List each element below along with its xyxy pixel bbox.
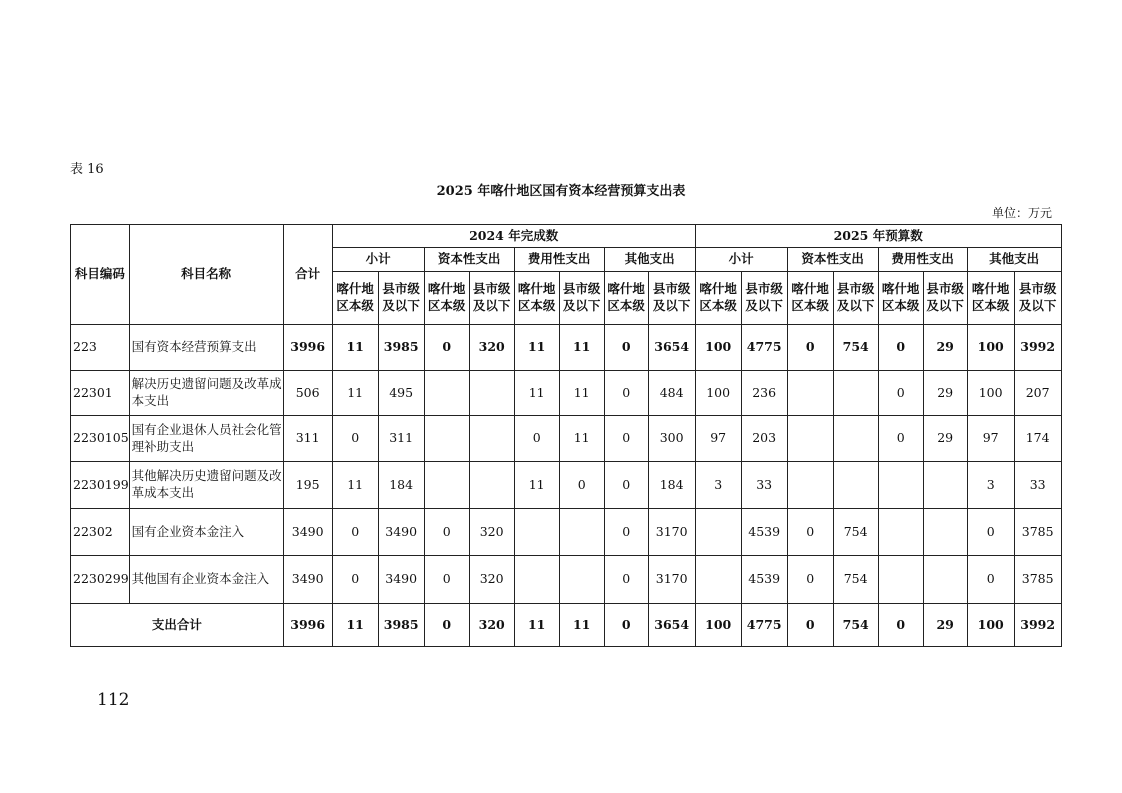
row-value [878,556,923,604]
row-value: 0 [514,416,559,462]
row-value: 0 [878,325,923,371]
header-sub-local: 喀什地区本级 [332,272,378,325]
row-value: 754 [833,556,878,604]
row-value: 3170 [648,556,695,604]
row-value: 11 [332,325,378,371]
header-sub-local: 喀什地区本级 [604,272,648,325]
row-value: 3 [967,462,1014,509]
row-value: 3490 [378,556,424,604]
row-value [923,556,967,604]
row-value [833,416,878,462]
row-value: 97 [967,416,1014,462]
row-value: 0 [787,325,833,371]
row-code: 22301 [71,371,130,416]
header-group: 资本性支出 [424,248,514,272]
row-value: 11 [332,462,378,509]
row-value: 506 [283,371,332,416]
total-value: 100 [967,604,1014,647]
row-value: 3992 [1014,325,1061,371]
total-value: 3985 [378,604,424,647]
row-value: 0 [787,509,833,556]
table-row [71,325,1062,371]
row-value: 174 [1014,416,1061,462]
row-value: 3490 [378,509,424,556]
row-value [424,462,469,509]
row-value: 11 [332,371,378,416]
total-value: 320 [469,604,514,647]
row-value: 0 [604,371,648,416]
row-value: 311 [378,416,424,462]
row-value: 3985 [378,325,424,371]
row-value: 300 [648,416,695,462]
row-code: 223 [71,325,130,371]
table-row [71,556,1062,604]
total-value: 0 [604,604,648,647]
header-group: 小计 [332,248,424,272]
total-value: 754 [833,604,878,647]
row-value: 11 [559,416,604,462]
row-value: 0 [967,509,1014,556]
total-value: 11 [559,604,604,647]
row-code: 22302 [71,509,130,556]
row-value: 754 [833,325,878,371]
row-value [559,509,604,556]
row-value: 195 [283,462,332,509]
total-value: 4775 [741,604,787,647]
row-value: 0 [604,416,648,462]
row-value: 0 [604,556,648,604]
row-value [923,462,967,509]
row-value: 484 [648,371,695,416]
total-value: 29 [923,604,967,647]
unit-label: 单位：万元 [991,206,1052,220]
row-name: 国有资本经营预算支出 [129,325,283,371]
row-value: 320 [469,325,514,371]
row-value [424,416,469,462]
row-value: 184 [378,462,424,509]
row-value: 0 [604,509,648,556]
table-row [71,462,1062,509]
header-total: 合计 [283,225,332,325]
header-group: 其他支出 [604,248,695,272]
row-value: 11 [559,325,604,371]
header-group: 其他支出 [967,248,1061,272]
header-sub-county: 县市级及以下 [741,272,787,325]
header-2025: 2025 年预算数 [695,225,1061,248]
total-value: 0 [787,604,833,647]
row-value: 33 [741,462,787,509]
header-sub-county: 县市级及以下 [559,272,604,325]
row-value: 3490 [283,509,332,556]
row-value: 3490 [283,556,332,604]
row-value: 100 [967,325,1014,371]
row-name: 国有企业退休人员社会化管理补助支出 [129,416,283,462]
row-value: 33 [1014,462,1061,509]
row-value: 0 [424,556,469,604]
row-value: 3996 [283,325,332,371]
row-value: 0 [332,509,378,556]
row-value: 4539 [741,556,787,604]
header-2024: 2024 年完成数 [332,225,695,248]
row-value [469,416,514,462]
row-value: 11 [559,371,604,416]
row-value: 320 [469,556,514,604]
row-value [469,371,514,416]
row-value [514,509,559,556]
row-value: 97 [695,416,741,462]
row-value: 0 [332,556,378,604]
row-value: 4775 [741,325,787,371]
header-sub-local: 喀什地区本级 [967,272,1014,325]
total-value: 3996 [283,604,332,647]
row-value: 29 [923,371,967,416]
row-value: 100 [695,371,741,416]
row-value: 3170 [648,509,695,556]
row-name: 其他解决历史遗留问题及改革成本支出 [129,462,283,509]
row-value: 0 [967,556,1014,604]
header-sub-county: 县市级及以下 [923,272,967,325]
row-value [878,509,923,556]
row-code: 2230199 [71,462,130,509]
row-value: 0 [878,416,923,462]
row-value: 0 [332,416,378,462]
row-value: 320 [469,509,514,556]
row-value: 11 [514,325,559,371]
total-value: 3992 [1014,604,1061,647]
row-value [878,462,923,509]
row-value [833,371,878,416]
header-sub-local: 喀什地区本级 [787,272,833,325]
row-value: 3654 [648,325,695,371]
row-name: 国有企业资本金注入 [129,509,283,556]
row-value: 11 [514,462,559,509]
row-value: 0 [878,371,923,416]
total-value: 11 [514,604,559,647]
row-value: 29 [923,416,967,462]
header-sub-county: 县市级及以下 [648,272,695,325]
row-value [695,509,741,556]
row-code: 2230299 [71,556,130,604]
row-value: 100 [695,325,741,371]
row-value [923,509,967,556]
row-value: 0 [559,462,604,509]
row-value: 203 [741,416,787,462]
total-value: 3654 [648,604,695,647]
row-value: 0 [787,556,833,604]
header-code: 科目编码 [71,225,130,325]
header-sub-local: 喀什地区本级 [514,272,559,325]
total-value: 100 [695,604,741,647]
header-sub-county: 县市级及以下 [1014,272,1061,325]
row-value: 495 [378,371,424,416]
row-value: 3785 [1014,509,1061,556]
row-value [469,462,514,509]
row-value [833,462,878,509]
total-value: 11 [332,604,378,647]
row-value: 11 [514,371,559,416]
table-row [71,509,1062,556]
header-sub-local: 喀什地区本级 [695,272,741,325]
row-value [514,556,559,604]
table-label: 表 16 [70,162,104,177]
row-value [695,556,741,604]
row-value: 0 [424,325,469,371]
row-value: 754 [833,509,878,556]
total-label: 支出合计 [71,604,284,647]
row-value: 207 [1014,371,1061,416]
row-value [424,371,469,416]
row-value: 3785 [1014,556,1061,604]
total-value: 0 [878,604,923,647]
row-name: 解决历史遗留问题及改革成本支出 [129,371,283,416]
total-row [71,604,1062,647]
row-value: 4539 [741,509,787,556]
row-code: 2230105 [71,416,130,462]
header-group: 费用性支出 [514,248,604,272]
row-value: 184 [648,462,695,509]
row-value: 311 [283,416,332,462]
header-sub-local: 喀什地区本级 [424,272,469,325]
total-value: 0 [424,604,469,647]
row-value: 100 [967,371,1014,416]
table-row [71,416,1062,462]
row-value [787,462,833,509]
row-value: 0 [424,509,469,556]
row-value [787,371,833,416]
header-group: 资本性支出 [787,248,878,272]
header-name: 科目名称 [129,225,283,325]
header-sub-county: 县市级及以下 [469,272,514,325]
row-value: 0 [604,462,648,509]
document-title: 2025 年喀什地区国有资本经营预算支出表 [436,184,686,199]
row-value [559,556,604,604]
row-value: 0 [604,325,648,371]
budget-table [70,224,1062,647]
row-value: 236 [741,371,787,416]
header-group: 小计 [695,248,787,272]
header-sub-local: 喀什地区本级 [878,272,923,325]
row-value [787,416,833,462]
header-group: 费用性支出 [878,248,967,272]
row-value: 3 [695,462,741,509]
header-sub-county: 县市级及以下 [833,272,878,325]
header-sub-county: 县市级及以下 [378,272,424,325]
row-name: 其他国有企业资本金注入 [129,556,283,604]
page-number: 112 [97,690,130,710]
table-row [71,371,1062,416]
row-value: 29 [923,325,967,371]
